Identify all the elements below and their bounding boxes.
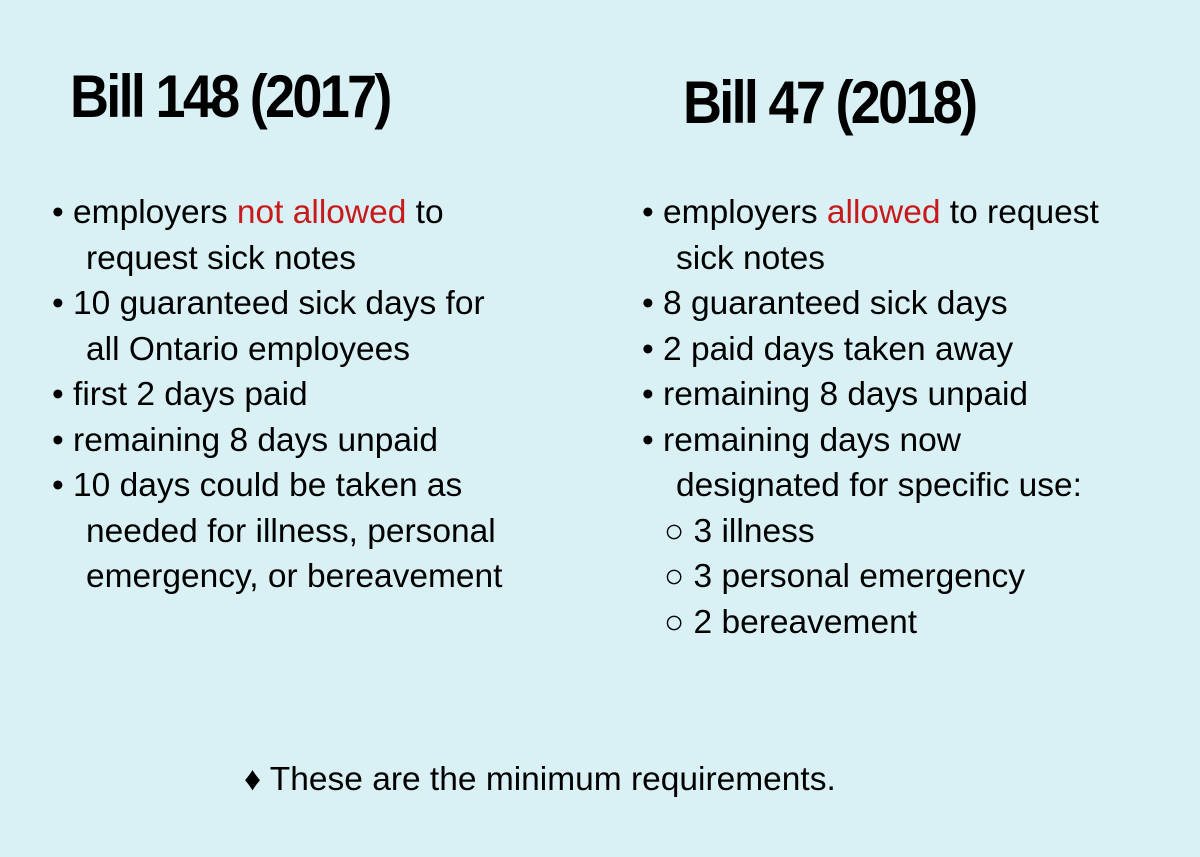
list-item-text: remaining 8 days unpaid [73,421,439,459]
sub-list-item [642,600,1099,646]
list-item-line [642,190,1099,236]
bullet-icon: • [52,376,64,413]
sub-list-item [642,554,1099,600]
bill-47-list [642,190,1099,645]
list-item-text: to request [940,194,1099,231]
bullet-icon: • [642,194,654,231]
list-item-line [642,281,1099,327]
bullet-icon: • [642,330,654,368]
list-item-continuation: sick notes [676,239,825,277]
circle-bullet-icon: ○ [664,603,685,641]
list-item-line [52,463,502,509]
list-item-continuation: emergency, or bereavement [86,558,503,595]
list-item [642,281,1099,327]
bill-148-title: Bill 148 (2017) [70,63,390,130]
list-item-text: 10 guaranteed sick days for [73,285,485,322]
list-item-line [642,327,1099,373]
list-item-line [52,281,502,327]
list-item [642,190,1099,281]
list-item [52,418,502,464]
list-item-line [52,190,502,236]
list-item-continuation: designated for specific use: [676,467,1082,504]
list-item-continuation: needed for illness, personal [86,512,496,550]
footnote-text: These are the minimum requirements. [269,761,836,798]
bullet-icon: • [642,285,654,322]
list-item-text: employers [663,194,827,231]
list-item [52,190,502,281]
list-item-text: 10 days could be taken as [73,467,463,504]
list-item-line [642,418,1099,464]
sub-list-item-text: 3 illness [693,512,815,550]
bullet-icon: • [642,376,654,413]
circle-bullet-icon: ○ [664,512,685,550]
highlight-text: not allowed [236,194,407,231]
list-item-continuation: all Ontario employees [86,330,410,368]
list-item [52,281,502,372]
list-item [52,372,502,418]
bullet-icon: • [52,467,64,504]
bullet-icon: • [52,421,64,459]
sub-list-item-text: 2 bereavement [693,603,918,641]
list-item-text: 2 paid days taken away [663,330,1014,368]
bullet-icon: • [642,421,654,459]
bullet-icon: • [52,194,64,231]
bill-148-list [52,190,502,600]
bullet-icon: • [52,285,64,322]
list-item [642,327,1099,373]
list-item-text: to [406,194,444,231]
sub-list-item-text: 3 personal emergency [693,558,1026,595]
sub-list-item [642,509,1099,555]
list-item-text: remaining 8 days unpaid [663,376,1029,413]
list-item-text: employers [73,194,237,231]
circle-bullet-icon: ○ [664,558,685,595]
bill-47-title: Bill 47 (2018) [683,69,976,136]
list-item-continuation: request sick notes [86,239,356,277]
list-item-line [52,418,502,464]
list-item-text: remaining days now [663,421,961,459]
diamond-icon: ♦ [244,761,262,798]
list-item [642,418,1099,646]
list-item-line [52,372,502,418]
list-item-text: 8 guaranteed sick days [663,285,1008,322]
list-item [52,463,502,600]
list-item-line [642,372,1099,418]
footnote [244,757,836,802]
list-item-text: first 2 days paid [73,376,308,413]
list-item [642,372,1099,418]
highlight-text: allowed [826,194,941,231]
